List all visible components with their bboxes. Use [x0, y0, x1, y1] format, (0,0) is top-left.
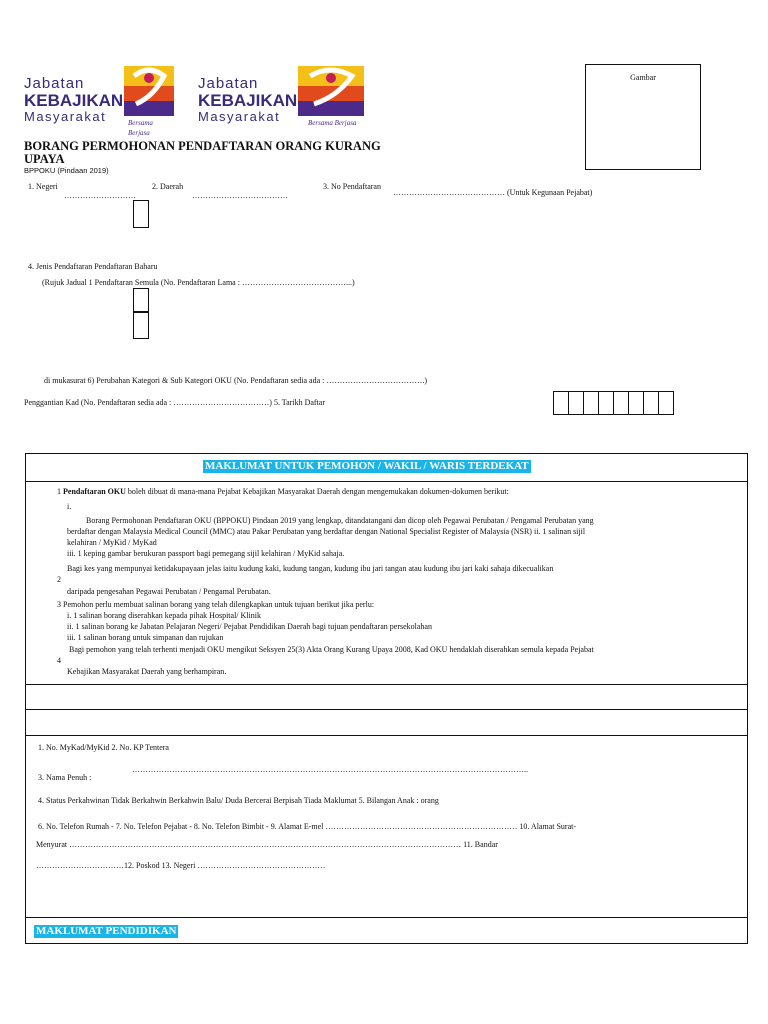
date-box[interactable] — [628, 391, 644, 415]
instruction-1-line4: iii. 1 keping gambar berukuran passport bagi pemegang sijil kelahiran / MyKid sahaja. — [67, 549, 345, 558]
no-pendaftaran-input[interactable]: …………………………………… (Untuk Kegunaan Pejabat) — [393, 188, 593, 197]
mykad-label: 1. No. MyKad/MyKid 2. No. KP Tentera — [38, 743, 169, 752]
logo-line2: KEBAJIKAN — [24, 91, 124, 110]
photo-box-label: Gambar — [630, 73, 656, 82]
logo-line1: Jabatan — [24, 75, 85, 92]
date-box[interactable] — [643, 391, 659, 415]
status-perkahwinan-label: 4. Status Perkahwinan Tidak Berkahwin Berkahwin Balu/ Duda Bercerai Berpisah Tiada Maklumat 5. Bilangan Anak : orang — [38, 796, 439, 805]
negeri-input[interactable]: ……………………… — [64, 191, 136, 200]
negeri-label: 1. Negeri — [28, 182, 58, 191]
mykad-input[interactable]: ………………………………………………………………………………………………………………………………….. — [132, 765, 528, 774]
telefon-email-label: 6. No. Telefon Rumah - 7. No. Telefon Pejabat - 8. No. Telefon Bimbit - 9. Alamat E-mel ……………………………………………………………… 10. Alamat Surat- — [38, 822, 577, 831]
instruction-2-line1: Bagi kes yang mempunyai ketidakupayaan jelas iaitu kudung kaki, kudung tangan, kudung ibu jari tangan atau kudung ibu jari kaki sahaja dikecualikan — [67, 564, 554, 573]
logo-emblem-icon — [298, 66, 364, 116]
alamat-menyurat-label: Menyurat ………………………………………………………………………………………………………………………………… 11. Bandar — [36, 840, 498, 849]
instruction-2-line2: daripada pengesahan Pegawai Perubatan / Pengamal Perubatan. — [67, 587, 271, 596]
penggantian-kad-text: Penggantian Kad (No. Pendaftaran sedia ada : ………………………………) 5. Tarikh Daftar — [24, 398, 325, 407]
instruction-1-bold: Pendaftaran OKU — [63, 487, 126, 496]
jenis-pendaftaran-label: 4. Jenis Pendaftaran Pendaftaran Baharu — [28, 262, 158, 271]
instruction-4-line2: Kebajikan Masyarakat Daerah yang berhampiran. — [67, 667, 227, 676]
instruction-1-line2: berdaftar dengan Malaysia Medical Council (MMC) atau Pakar Perubatan yang berdaftar dengan National Specialist Register of Malaysia (NSR) ii. 1 salinan sijil — [67, 527, 586, 536]
date-box[interactable] — [613, 391, 629, 415]
mukasurat-text: di mukasurat 6) Perubahan Kategori & Sub Kategori OKU (No. Pendaftaran sedia ada : ……………………………….) — [44, 376, 428, 385]
logo-slogan: Bersama Berjasa — [128, 119, 153, 137]
no-pendaftaran-label: 3. No Pendaftaran — [323, 182, 381, 191]
daerah-label: 2. Daerah — [152, 182, 184, 191]
instruction-3-i: i. 1 salinan borang diserahkan kepada pihak Hospital/ Klinik — [67, 611, 261, 620]
logo-line3: Masyarakat — [24, 109, 107, 124]
instruction-1 — [57, 487, 737, 497]
divider — [25, 735, 748, 736]
logo-emblem-icon — [124, 66, 174, 116]
instruction-3: 3 Pemohon perlu membuat salinan borang yang telah dilengkapkan untuk tujuan berikut jika perlu: — [57, 600, 375, 609]
photo-box[interactable] — [585, 64, 701, 170]
date-box[interactable] — [598, 391, 614, 415]
checkbox-perubahan-kategori[interactable] — [133, 312, 149, 339]
section-heading-maklumat-pendidikan: MAKLUMAT PENDIDIKAN — [36, 925, 177, 937]
agency-logo-1 — [24, 66, 174, 137]
instruction-4-num: 4 — [57, 656, 61, 665]
agency-logo-2 — [198, 66, 368, 128]
date-box[interactable] — [658, 391, 674, 415]
instruction-1-i: i. — [67, 502, 72, 511]
logo-line3: Masyarakat — [198, 109, 281, 124]
divider — [25, 917, 748, 918]
tarikh-daftar-boxes[interactable] — [553, 391, 685, 415]
instruction-2-num: 2 — [57, 575, 61, 584]
daerah-input[interactable]: ……………………………… — [192, 191, 288, 200]
nama-penuh-label: 3. Nama Penuh : — [38, 773, 92, 782]
instruction-1-text: boleh dibuat di mana-mana Pejabat Kebajikan Masyarakat Daerah dengan mengemukakan dokumen-dokumen berikut: — [125, 487, 509, 496]
form-title-line1: BORANG PERMOHONAN PENDAFTARAN ORANG KURANG — [24, 139, 381, 153]
poskod-negeri-label: ……………………………12. Poskod 13. Negeri ………………………………………… — [36, 861, 326, 870]
divider — [25, 684, 748, 685]
date-box[interactable] — [568, 391, 584, 415]
date-box[interactable] — [583, 391, 599, 415]
checkbox[interactable] — [133, 200, 149, 228]
form-title — [24, 140, 424, 166]
instruction-3-ii: ii. 1 salinan borang ke Jabatan Pelajaran Negeri/ Pejabat Pendidikan Daerah bagi tujuan pendaftaran persekolahan — [67, 622, 432, 631]
divider — [25, 709, 748, 710]
logo-line1: Jabatan — [198, 75, 259, 92]
logo-line2: KEBAJIKAN — [198, 91, 298, 110]
form-title-line2: UPAYA — [24, 152, 65, 166]
instruction-3-iii: iii. 1 salinan borang untuk simpanan dan rujukan — [67, 633, 224, 642]
logo-slogan: Bersama Berjasa — [308, 119, 357, 127]
instruction-1-line1: Borang Permohonan Pendaftaran OKU (BPPOKU) Pindaan 2019 yang lengkap, ditandatangani dan dicop oleh Pegawai Perubatan / Pengamal Perubatan yang — [86, 516, 594, 525]
checkbox-pendaftaran-semula[interactable] — [133, 288, 149, 312]
section-heading-maklumat-pemohon: MAKLUMAT UNTUK PEMOHON / WAKIL / WARIS TERDEKAT — [205, 460, 529, 472]
divider — [25, 481, 748, 482]
instruction-1-line3: kelahiran / MyKid / MyKad — [67, 538, 157, 547]
date-box[interactable] — [553, 391, 569, 415]
form-code: BPPOKU (Pindaan 2019) — [24, 166, 109, 175]
rujuk-jadual-text: (Rujuk Jadual 1 Pendaftaran Semula (No. Pendaftaran Lama : …………………………………...) — [42, 278, 355, 287]
instruction-1-num: 1 — [57, 487, 61, 496]
instruction-4-line1: Bagi pemohon yang telah terhenti menjadi OKU mengikut Seksyen 25(3) Akta Orang Kurang Upaya 2008, Kad OKU hendaklah diserahkan semula kepada Pejabat — [69, 645, 594, 654]
